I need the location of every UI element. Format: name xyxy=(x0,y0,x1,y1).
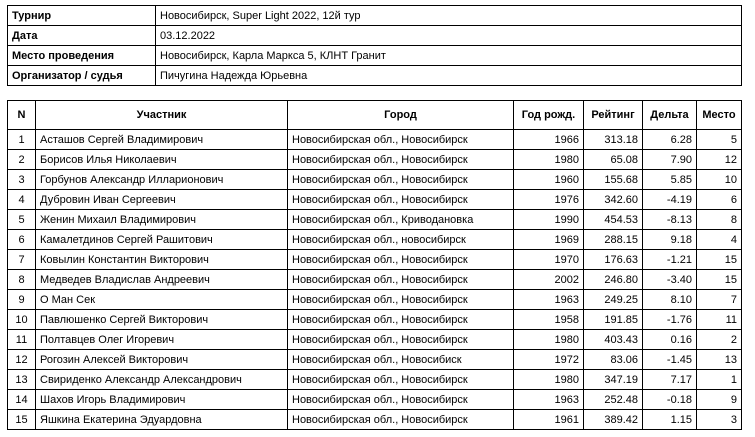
info-row-tournament xyxy=(8,6,742,26)
table-row xyxy=(8,290,742,310)
cell-city: Новосибирская обл., Новосибирск xyxy=(288,250,514,270)
info-row-date xyxy=(8,26,742,46)
cell-delta: 5.85 xyxy=(643,170,697,190)
table-row xyxy=(8,250,742,270)
table-row xyxy=(8,330,742,350)
cell-delta: -1.21 xyxy=(643,250,697,270)
header-participant: Участник xyxy=(36,101,288,130)
cell-birth-year: 1970 xyxy=(514,250,584,270)
date-value: 03.12.2022 xyxy=(156,26,742,46)
cell-participant: Асташов Сергей Владимирович xyxy=(36,130,288,150)
cell-delta: 6.28 xyxy=(643,130,697,150)
cell-participant: Дубровин Иван Сергеевич xyxy=(36,190,288,210)
cell-n: 10 xyxy=(8,310,36,330)
cell-delta: -1.76 xyxy=(643,310,697,330)
cell-birth-year: 1980 xyxy=(514,330,584,350)
cell-n: 11 xyxy=(8,330,36,350)
table-row xyxy=(8,190,742,210)
cell-n: 2 xyxy=(8,150,36,170)
table-row xyxy=(8,230,742,250)
cell-place: 4 xyxy=(697,230,742,250)
cell-city: Новосибирская обл., новосибирск xyxy=(288,230,514,250)
tournament-label: Турнир xyxy=(8,6,156,26)
cell-delta: 7.90 xyxy=(643,150,697,170)
cell-n: 1 xyxy=(8,130,36,150)
cell-city: Новосибирская обл., Новосибирск xyxy=(288,410,514,430)
cell-city: Новосибирская обл., Новосибирск xyxy=(288,270,514,290)
cell-place: 3 xyxy=(697,410,742,430)
table-row xyxy=(8,350,742,370)
date-label: Дата xyxy=(8,26,156,46)
cell-n: 9 xyxy=(8,290,36,310)
cell-birth-year: 1980 xyxy=(514,370,584,390)
cell-city: Новосибирская обл., Новосибирск xyxy=(288,170,514,190)
cell-delta: -0.18 xyxy=(643,390,697,410)
cell-rating: 249.25 xyxy=(584,290,643,310)
cell-delta: -8.13 xyxy=(643,210,697,230)
cell-rating: 342.60 xyxy=(584,190,643,210)
cell-n: 8 xyxy=(8,270,36,290)
header-rating: Рейтинг xyxy=(584,101,643,130)
cell-place: 6 xyxy=(697,190,742,210)
table-row xyxy=(8,310,742,330)
cell-rating: 246.80 xyxy=(584,270,643,290)
header-delta: Дельта xyxy=(643,101,697,130)
cell-n: 12 xyxy=(8,350,36,370)
cell-city: Новосибирская обл., Новосибирск xyxy=(288,130,514,150)
cell-n: 3 xyxy=(8,170,36,190)
venue-value: Новосибирск, Карла Маркса 5, КЛНТ Гранит xyxy=(156,46,742,66)
cell-place: 8 xyxy=(697,210,742,230)
cell-city: Новосибирская обл., Новосибирск xyxy=(288,390,514,410)
cell-birth-year: 2002 xyxy=(514,270,584,290)
cell-participant: Яшкина Екатерина Эдуардовна xyxy=(36,410,288,430)
cell-rating: 155.68 xyxy=(584,170,643,190)
cell-place: 2 xyxy=(697,330,742,350)
cell-participant: Медведев Владислав Андреевич xyxy=(36,270,288,290)
cell-place: 15 xyxy=(697,270,742,290)
cell-delta: -1.45 xyxy=(643,350,697,370)
table-row xyxy=(8,150,742,170)
cell-place: 15 xyxy=(697,250,742,270)
cell-rating: 389.42 xyxy=(584,410,643,430)
table-row xyxy=(8,210,742,230)
cell-place: 10 xyxy=(697,170,742,190)
cell-participant: Шахов Игорь Владимирович xyxy=(36,390,288,410)
table-row xyxy=(8,410,742,430)
cell-participant: Ковылин Константин Викторович xyxy=(36,250,288,270)
cell-birth-year: 1966 xyxy=(514,130,584,150)
cell-n: 7 xyxy=(8,250,36,270)
table-row xyxy=(8,270,742,290)
cell-city: Новосибирская обл., Новосибиск xyxy=(288,350,514,370)
info-row-organizer xyxy=(8,66,742,86)
header-place: Место xyxy=(697,101,742,130)
cell-city: Новосибирская обл., Новосибирск xyxy=(288,370,514,390)
cell-birth-year: 1963 xyxy=(514,290,584,310)
cell-rating: 65.08 xyxy=(584,150,643,170)
cell-n: 6 xyxy=(8,230,36,250)
results-body xyxy=(8,130,742,430)
cell-rating: 454.53 xyxy=(584,210,643,230)
cell-rating: 288.15 xyxy=(584,230,643,250)
cell-participant: О Ман Сек xyxy=(36,290,288,310)
table-row xyxy=(8,130,742,150)
cell-rating: 176.63 xyxy=(584,250,643,270)
cell-participant: Рогозин Алексей Викторович xyxy=(36,350,288,370)
table-row xyxy=(8,170,742,190)
cell-rating: 83.06 xyxy=(584,350,643,370)
cell-place: 9 xyxy=(697,390,742,410)
venue-label: Место проведения xyxy=(8,46,156,66)
cell-rating: 313.18 xyxy=(584,130,643,150)
info-row-venue xyxy=(8,46,742,66)
cell-place: 1 xyxy=(697,370,742,390)
cell-delta: 0.16 xyxy=(643,330,697,350)
cell-rating: 191.85 xyxy=(584,310,643,330)
cell-n: 13 xyxy=(8,370,36,390)
cell-birth-year: 1958 xyxy=(514,310,584,330)
cell-place: 5 xyxy=(697,130,742,150)
cell-birth-year: 1969 xyxy=(514,230,584,250)
cell-delta: -4.19 xyxy=(643,190,697,210)
table-row xyxy=(8,370,742,390)
cell-place: 11 xyxy=(697,310,742,330)
cell-delta: 8.10 xyxy=(643,290,697,310)
results-table xyxy=(7,100,742,430)
cell-birth-year: 1960 xyxy=(514,170,584,190)
cell-birth-year: 1961 xyxy=(514,410,584,430)
cell-rating: 347.19 xyxy=(584,370,643,390)
cell-city: Новосибирская обл., Новосибирск xyxy=(288,310,514,330)
cell-rating: 403.43 xyxy=(584,330,643,350)
cell-n: 4 xyxy=(8,190,36,210)
cell-birth-year: 1990 xyxy=(514,210,584,230)
cell-birth-year: 1980 xyxy=(514,150,584,170)
cell-participant: Борисов Илья Николаевич xyxy=(36,150,288,170)
cell-delta: 1.15 xyxy=(643,410,697,430)
cell-n: 14 xyxy=(8,390,36,410)
header-n: N xyxy=(8,101,36,130)
cell-participant: Горбунов Александр Илларионович xyxy=(36,170,288,190)
organizer-label: Организатор / судья xyxy=(8,66,156,86)
cell-delta: -3.40 xyxy=(643,270,697,290)
cell-city: Новосибирская обл., Новосибирск xyxy=(288,150,514,170)
cell-participant: Полтавцев Олег Игоревич xyxy=(36,330,288,350)
table-row xyxy=(8,390,742,410)
header-birth-year: Год рожд. xyxy=(514,101,584,130)
cell-place: 13 xyxy=(697,350,742,370)
results-header-row xyxy=(8,101,742,130)
cell-birth-year: 1963 xyxy=(514,390,584,410)
cell-participant: Камалетдинов Сергей Рашитович xyxy=(36,230,288,250)
cell-delta: 9.18 xyxy=(643,230,697,250)
cell-n: 5 xyxy=(8,210,36,230)
cell-delta: 7.17 xyxy=(643,370,697,390)
cell-n: 15 xyxy=(8,410,36,430)
cell-participant: Женин Михаил Владимирович xyxy=(36,210,288,230)
cell-city: Новосибирская обл., Криводановка xyxy=(288,210,514,230)
header-city: Город xyxy=(288,101,514,130)
cell-place: 7 xyxy=(697,290,742,310)
cell-city: Новосибирская обл., Новосибирск xyxy=(288,190,514,210)
cell-participant: Павлюшенко Сергей Викторович xyxy=(36,310,288,330)
cell-birth-year: 1976 xyxy=(514,190,584,210)
cell-rating: 252.48 xyxy=(584,390,643,410)
cell-place: 12 xyxy=(697,150,742,170)
cell-city: Новосибирская обл., Новосибирск xyxy=(288,330,514,350)
cell-birth-year: 1972 xyxy=(514,350,584,370)
tournament-value: Новосибирск, Super Light 2022, 12й тур xyxy=(156,6,742,26)
cell-participant: Свириденко Александр Александрович xyxy=(36,370,288,390)
organizer-value: Пичугина Надежда Юрьевна xyxy=(156,66,742,86)
tournament-info-table xyxy=(7,5,742,86)
cell-city: Новосибирская обл., Новосибирск xyxy=(288,290,514,310)
